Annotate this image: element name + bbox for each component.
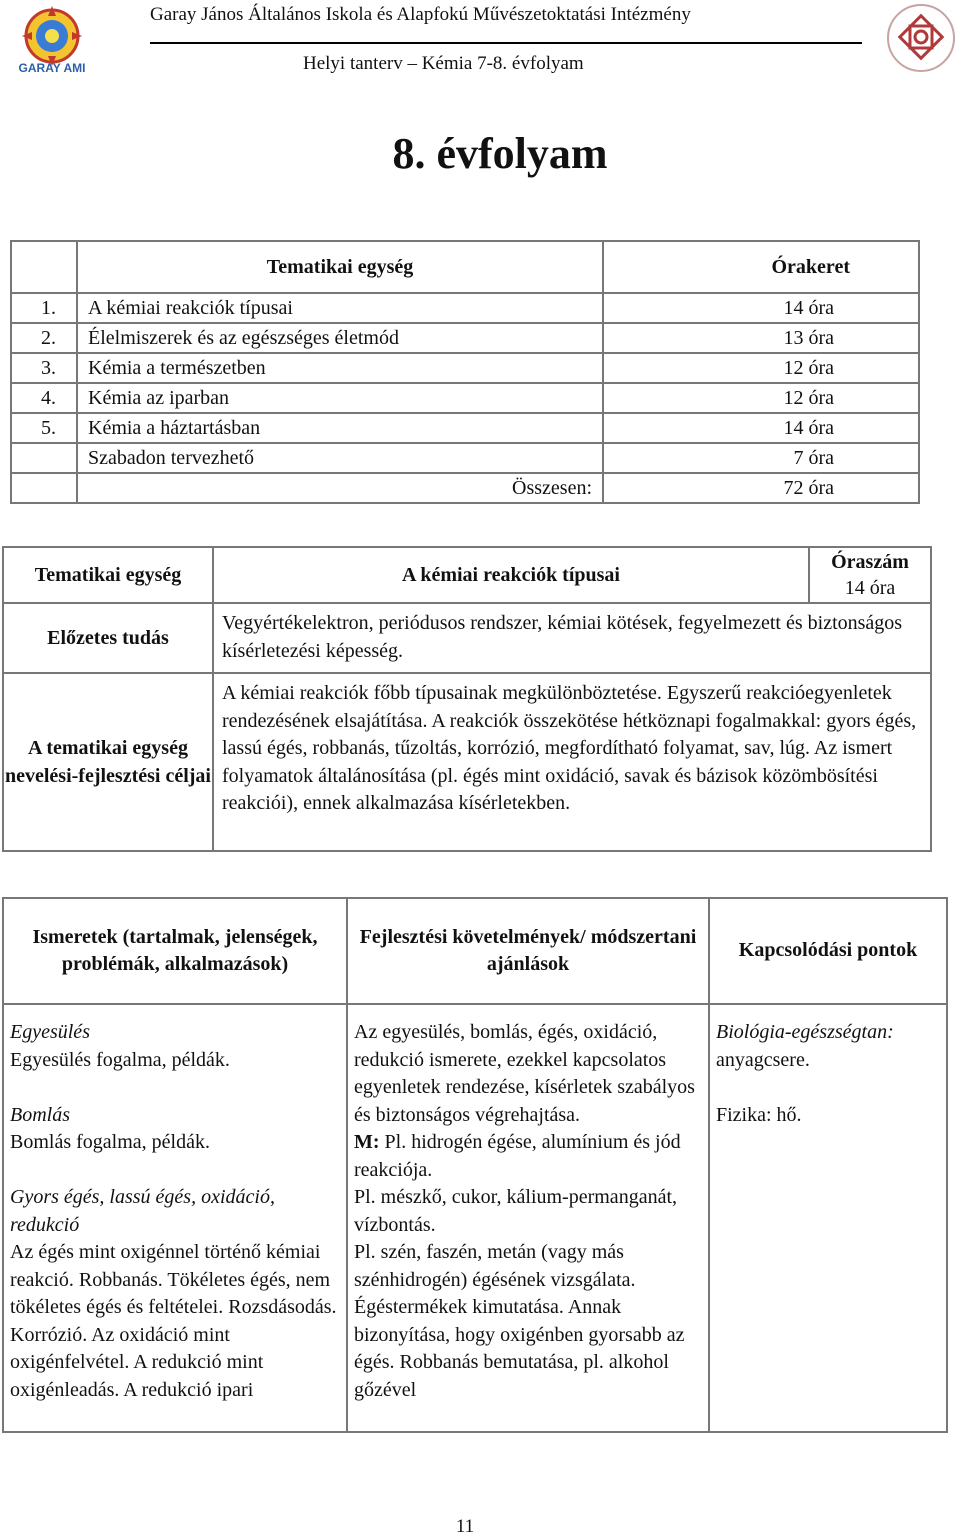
- requirements-text: Az egyesülés, bomlás, égés, oxidáció, redukció ismerete, ezekkel kapcsolatos egyenletek rendezése, kísérletek szabályos és biztonságos végrehajtása.: [354, 1021, 695, 1126]
- experiment-label: M:: [354, 1131, 380, 1153]
- row-hours: 7 óra: [603, 443, 919, 473]
- connection-subject: Biológia-egészségtan:: [716, 1021, 894, 1043]
- school-logo: [8, 2, 98, 76]
- table-row: [11, 413, 919, 443]
- requirements-cell: [347, 1004, 709, 1432]
- connection-text: anyagcsere.: [716, 1048, 810, 1071]
- school-name: Garay János Általános Iskola és Alapfokú Művészetoktatási Intézmény: [150, 4, 691, 25]
- label-topic: Tematikai egység: [3, 547, 213, 603]
- header-rule: [150, 42, 862, 44]
- requirements-text: Pl. mészkő, cukor, kálium-permanganát, vízbontás.: [354, 1186, 677, 1236]
- total-hours: 72 óra: [603, 473, 919, 503]
- goals-row: [3, 673, 931, 851]
- header-knowledge: Ismeretek (tartalmak, jelenségek, problémák, alkalmazások): [3, 898, 347, 1004]
- label-prior-knowledge: Előzetes tudás: [3, 603, 213, 673]
- overview-table: [10, 240, 920, 504]
- label-goals: A tematikai egység nevelési-fejlesztési céljai: [3, 673, 213, 851]
- subtopic-text: Bomlás fogalma, példák.: [10, 1131, 210, 1153]
- row-topic: Szabadon tervezhető: [77, 443, 603, 473]
- row-topic: Kémia a természetben: [77, 353, 603, 383]
- experiment-text: Pl. hidrogén égése, alumínium és jód reakciója.: [354, 1131, 681, 1181]
- overview-header-topic: Tematikai egység: [77, 241, 603, 293]
- table-row: [11, 383, 919, 413]
- experiment-note: [354, 1129, 700, 1184]
- row-topic: Élelmiszerek és az egészséges életmód: [77, 323, 603, 353]
- total-row: [11, 473, 919, 503]
- table-row: [11, 293, 919, 323]
- overview-header-row: [11, 241, 919, 293]
- content-row: [3, 1004, 947, 1432]
- knowledge-cell: [3, 1004, 347, 1432]
- header-connections: Kapcsolódási pontok: [709, 898, 947, 1004]
- hours-label: Óraszám: [831, 551, 909, 573]
- prior-knowledge-row: [3, 603, 931, 673]
- connection-text: Fizika: hő.: [716, 1103, 802, 1126]
- unit-table: [2, 546, 932, 852]
- table-row: [11, 443, 919, 473]
- table-row: [11, 353, 919, 383]
- svg-text:GARAY AMI: GARAY AMI: [18, 61, 86, 75]
- table-row: [11, 323, 919, 353]
- row-hours: 14 óra: [603, 293, 919, 323]
- subtopic-title: Gyors égés, lassú égés, oxidáció, redukció: [10, 1186, 275, 1236]
- row-hours: 13 óra: [603, 323, 919, 353]
- goals-text: A kémiai reakciók főbb típusainak megkülönböztetése. Egyszerű reakcióegyenletek rendezésének elsajátítása. A reakciók összekötése hétköznapi fogalmakkal: gyors égés, lassú égés, robbanás, tűzoltás, korrózió, megfordítható folyamat, sav, lúg. Az ismert folyamatok általánosítása (pl. égés mint oxidáció, savak és bázisok közömbösítési reakciói), ennek alkalmazása kísérletekben.: [213, 673, 931, 851]
- content-header-row: [3, 898, 947, 1004]
- knot-emblem-icon: [886, 2, 956, 74]
- total-label: Összesen:: [77, 473, 603, 503]
- row-topic: Kémia az iparban: [77, 383, 603, 413]
- curriculum-subtitle: Helyi tanterv – Kémia 7-8. évfolyam: [303, 53, 584, 74]
- subtopic-title: Egyesülés: [10, 1021, 90, 1043]
- overview-header-hours: Órakeret: [603, 241, 919, 293]
- unit-hours-cell: [809, 547, 931, 603]
- connections-cell: [709, 1004, 947, 1432]
- page-title: 8. évfolyam: [392, 129, 608, 178]
- subtopic-title: Bomlás: [10, 1103, 70, 1126]
- overview-header-blank: [11, 241, 77, 293]
- row-number: 1.: [41, 297, 56, 319]
- row-number: 5.: [41, 417, 56, 439]
- row-hours: 12 óra: [603, 353, 919, 383]
- content-table: [2, 897, 948, 1433]
- row-hours: 14 óra: [603, 413, 919, 443]
- row-hours: 12 óra: [603, 383, 919, 413]
- row-topic: A kémiai reakciók típusai: [77, 293, 603, 323]
- unit-topic: A kémiai reakciók típusai: [213, 547, 809, 603]
- subtopic-text: Egyesülés fogalma, példák.: [10, 1048, 230, 1071]
- row-number: 3.: [41, 357, 56, 379]
- row-number: 4.: [41, 387, 56, 409]
- subtopic-text: Az égés mint oxigénnel történő kémiai reakció. Robbanás. Tökéletes égés, nem tökéletes égés és feltételei. Rozsdásodás. Korrózió. Az oxidáció mint oxigénfelvétel. A redukció mint oxigénleadás. A redukció ipari: [10, 1241, 337, 1401]
- header-requirements: Fejlesztési követelmények/ módszertani ajánlások: [347, 898, 709, 1004]
- hours-value: 14 óra: [844, 577, 896, 599]
- unit-topic-row: [3, 547, 931, 603]
- requirements-text: Pl. szén, faszén, metán (vagy más szénhidrogén) égésének vizsgálata. Égéstermékek kimutatása. Annak bizonyítása, hogy oxigénben gyorsabb az égés. Robbanás bemutatása, pl. alkohol gőzével: [354, 1241, 685, 1401]
- row-number: 2.: [41, 327, 56, 349]
- prior-knowledge-text: Vegyértékelektron, periódusos rendszer, kémiai kötések, fegyelmezett és biztonságos kísérletezési képesség.: [213, 603, 931, 673]
- row-topic: Kémia a háztartásban: [77, 413, 603, 443]
- page-number: 11: [455, 1516, 475, 1537]
